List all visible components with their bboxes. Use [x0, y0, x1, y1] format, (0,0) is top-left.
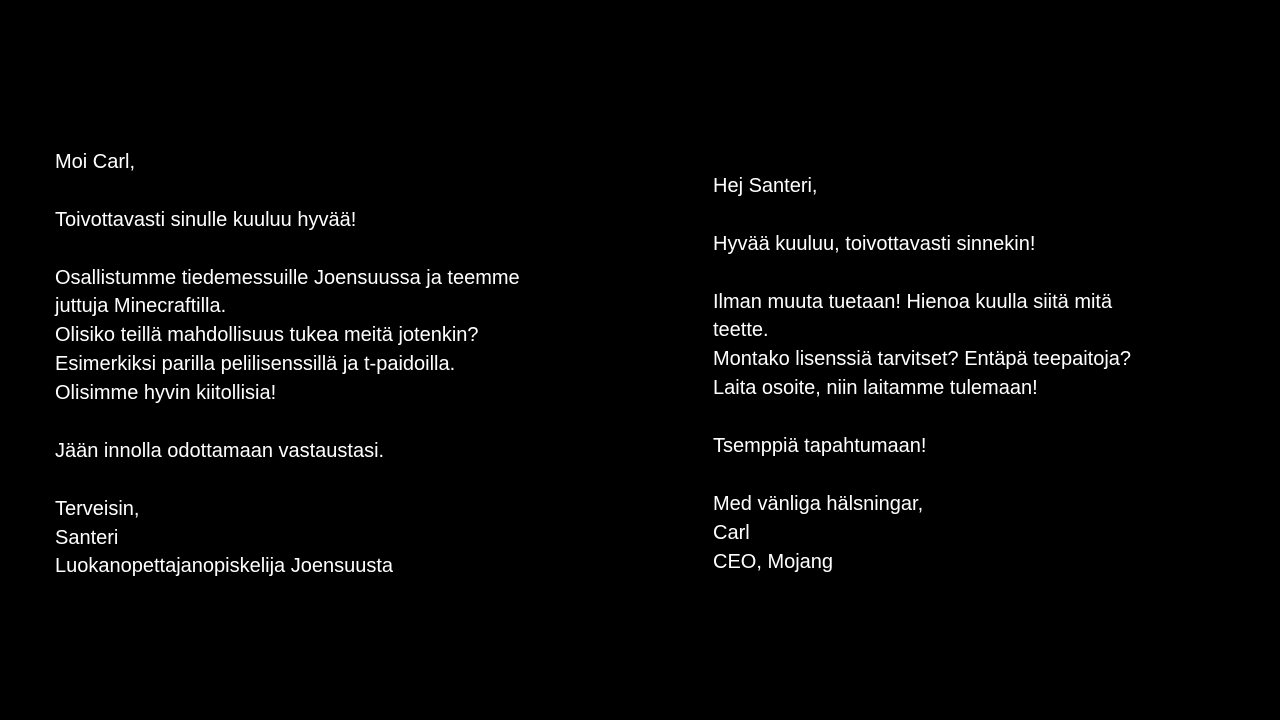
letter-body-line: Osallistumme tiedemessuille Joensuussa ja teemme	[55, 266, 520, 289]
letter-signoff: Terveisin,	[55, 497, 140, 520]
letter-body-line: juttuja Minecraftilla.	[55, 295, 227, 318]
letter-body-line: Olisimme hyvin kiitollisia!	[55, 382, 277, 405]
letter-opening: Hyvää kuuluu, toivottavasti sinnekin!	[713, 232, 1036, 255]
paragraph-gap	[55, 466, 615, 495]
letter-from-santeri	[55, 148, 615, 581]
letter-signature-name: Carl	[713, 521, 750, 544]
letter-body-line: Olisiko teillä mahdollisuus tukea meitä jotenkin?	[55, 324, 479, 347]
paragraph-gap	[713, 259, 1233, 288]
letter-body-line: teette.	[713, 319, 769, 342]
letter-greeting: Hej Santeri,	[713, 175, 818, 197]
paragraph-gap	[713, 403, 1233, 432]
letter-body-line: Montako lisenssiä tarvitset? Entäpä teepaitoja?	[713, 348, 1132, 371]
letter-closing-line: Jään innolla odottamaan vastaustasi.	[55, 439, 385, 462]
letter-from-carl	[713, 172, 1233, 576]
letter-body-line: Esimerkiksi parilla pelilisenssillä ja t-paidoilla.	[55, 353, 456, 376]
letter-closing-line: Tsemppiä tapahtumaan!	[713, 435, 927, 458]
paragraph-gap	[713, 461, 1233, 490]
letter-signoff: Med vänliga hälsningar,	[713, 492, 924, 515]
paragraph-gap	[55, 408, 615, 437]
letter-body-line: Ilman muuta tuetaan! Hienoa kuulla siitä mitä	[713, 290, 1113, 313]
paragraph-gap	[55, 177, 615, 206]
letter-body-line: Laita osoite, niin laitamme tulemaan!	[713, 377, 1038, 400]
paragraph-gap	[713, 201, 1233, 230]
letter-signature-title: Luokanopettajanopiskelija Joensuusta	[55, 555, 394, 578]
letter-opening: Toivottavasti sinulle kuuluu hyvää!	[55, 208, 357, 231]
paragraph-gap	[55, 235, 615, 264]
letter-greeting: Moi Carl,	[55, 151, 136, 173]
letter-signature-title: CEO, Mojang	[713, 550, 834, 573]
letter-signature-name: Santeri	[55, 526, 119, 549]
